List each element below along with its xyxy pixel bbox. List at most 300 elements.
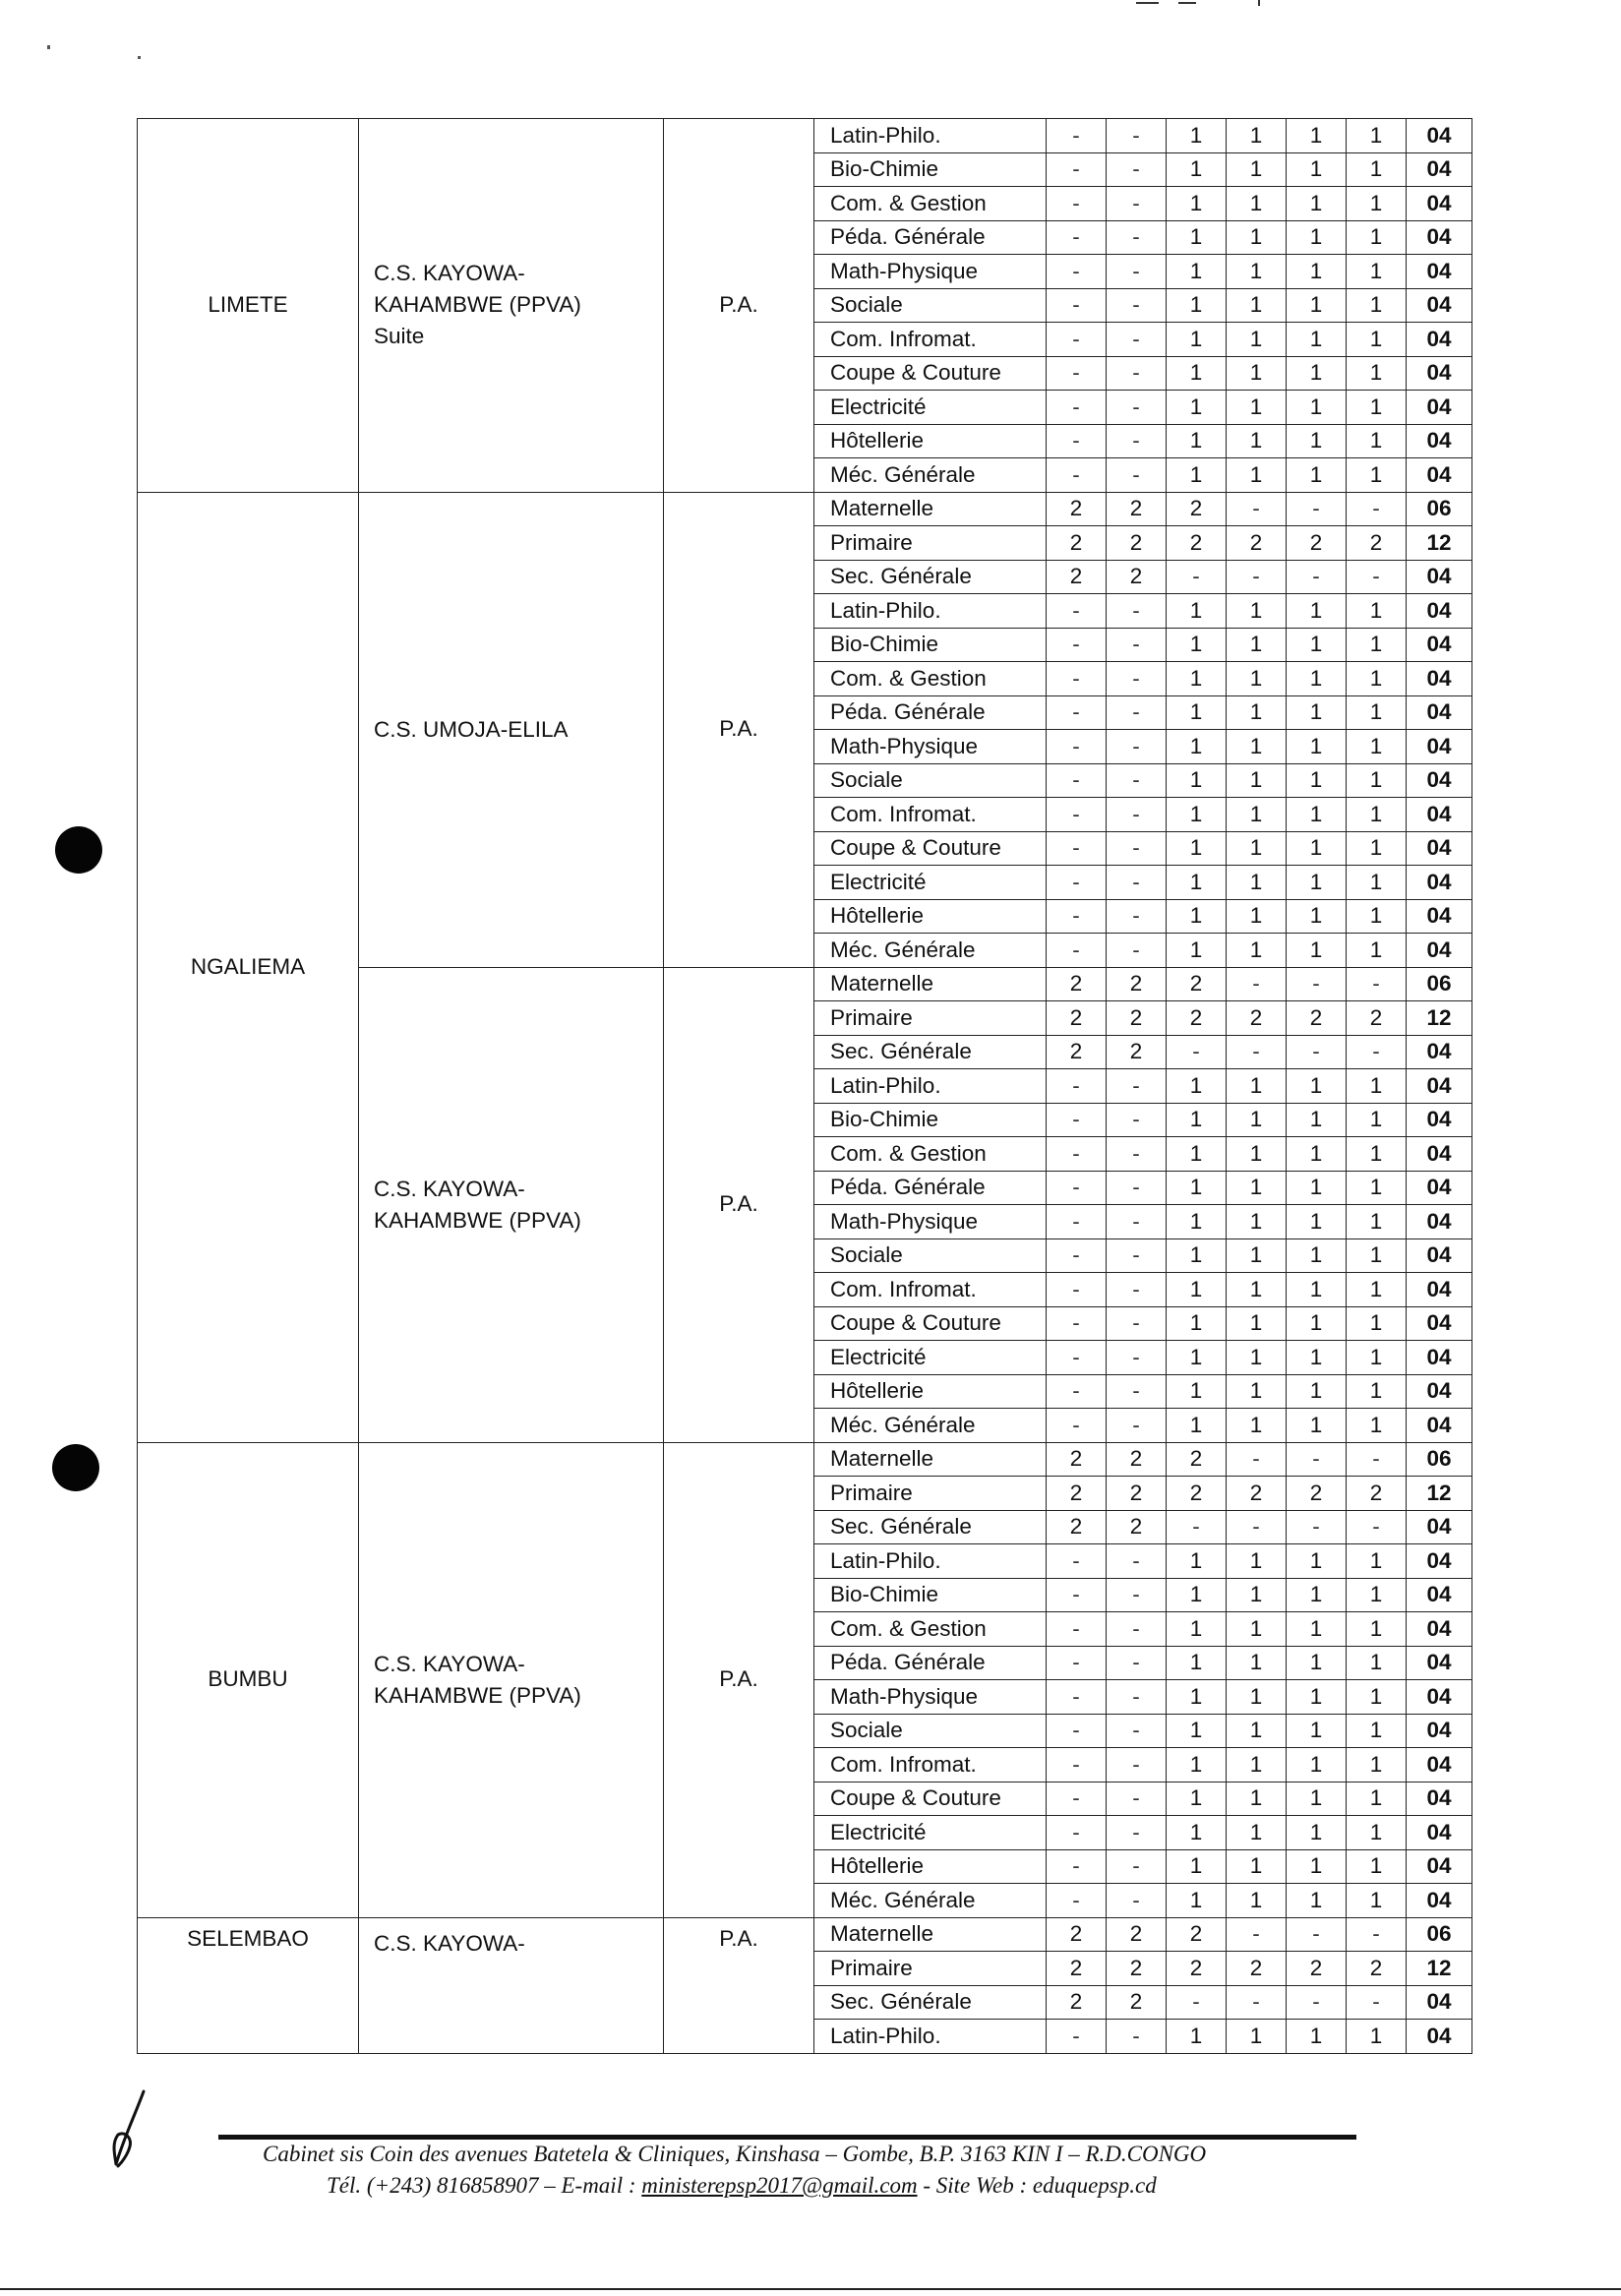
count-cell: 1 [1167,1137,1227,1172]
total-cell: 12 [1407,1001,1472,1036]
count-cell: - [1287,1985,1347,2020]
total-cell: 04 [1407,628,1472,662]
school-name-cell: C.S. KAYOWA- KAHAMBWE (PPVA) Suite [359,119,664,493]
count-cell: 1 [1167,391,1227,425]
count-cell: 1 [1287,1884,1347,1918]
count-cell: 1 [1167,1273,1227,1307]
option-cell: Com. & Gestion [814,662,1047,696]
count-cell: - [1047,934,1107,968]
count-cell: 1 [1167,1612,1227,1647]
count-cell: 1 [1167,1171,1227,1205]
count-cell: 1 [1167,1239,1227,1273]
count-cell: 2 [1287,1952,1347,1986]
count-cell: - [1047,1069,1107,1104]
count-cell: 1 [1347,1578,1407,1612]
count-cell: 2 [1227,1477,1287,1511]
option-cell: Coupe & Couture [814,1782,1047,1816]
count-cell: 1 [1347,594,1407,629]
total-cell: 06 [1407,492,1472,526]
option-cell: Latin-Philo. [814,594,1047,629]
count-cell: 1 [1287,866,1347,900]
option-cell: Sec. Générale [814,1510,1047,1544]
count-cell: 2 [1107,1952,1167,1986]
count-cell: - [1287,560,1347,594]
count-cell: 1 [1287,763,1347,798]
school-type-cell: P.A. [664,1442,814,1917]
count-cell: 1 [1347,220,1407,255]
count-cell: 1 [1227,1171,1287,1205]
option-cell: Electricité [814,391,1047,425]
count-cell: - [1047,831,1107,866]
option-cell: Math-Physique [814,1205,1047,1239]
option-cell: Méc. Générale [814,458,1047,493]
option-cell: Math-Physique [814,255,1047,289]
count-cell: 1 [1347,1816,1407,1850]
count-cell: 1 [1167,288,1227,323]
table-row [138,119,1472,153]
count-cell: 1 [1287,662,1347,696]
count-cell: 1 [1227,1137,1287,1172]
count-cell: 1 [1167,2020,1227,2054]
count-cell: 2 [1107,1985,1167,2020]
count-cell: 1 [1167,1544,1227,1579]
count-cell: - [1107,1273,1167,1307]
count-cell: 2 [1107,1035,1167,1069]
count-cell: 1 [1167,763,1227,798]
count-cell: 1 [1167,934,1227,968]
option-cell: Hôtellerie [814,424,1047,458]
count-cell: 1 [1287,1748,1347,1782]
option-cell: Sociale [814,1714,1047,1748]
count-cell: - [1107,1544,1167,1579]
total-cell: 04 [1407,1069,1472,1104]
total-cell: 04 [1407,662,1472,696]
count-cell: - [1107,628,1167,662]
count-cell: 1 [1167,152,1227,187]
count-cell: - [1107,798,1167,832]
total-cell: 04 [1407,1409,1472,1443]
count-cell: - [1107,1341,1167,1375]
count-cell: - [1287,492,1347,526]
total-cell: 04 [1407,1341,1472,1375]
count-cell: 1 [1167,323,1227,357]
total-cell: 04 [1407,323,1472,357]
count-cell: - [1107,323,1167,357]
option-cell: Primaire [814,526,1047,561]
count-cell: 1 [1167,899,1227,934]
count-cell: 1 [1347,288,1407,323]
commune-cell: NGALIEMA [138,492,359,1442]
total-cell: 04 [1407,255,1472,289]
count-cell: 1 [1167,730,1227,764]
total-cell: 04 [1407,1714,1472,1748]
count-cell: 1 [1227,1884,1287,1918]
option-cell: Com. & Gestion [814,1137,1047,1172]
option-cell: Sociale [814,763,1047,798]
option-cell: Latin-Philo. [814,119,1047,153]
option-cell: Com. Infromat. [814,1748,1047,1782]
count-cell: - [1167,1035,1227,1069]
count-cell: 1 [1347,1714,1407,1748]
count-cell: - [1107,1849,1167,1884]
count-cell: 1 [1227,1748,1287,1782]
total-cell: 04 [1407,220,1472,255]
total-cell: 04 [1407,934,1472,968]
count-cell: 1 [1167,1409,1227,1443]
total-cell: 04 [1407,866,1472,900]
count-cell: - [1167,1510,1227,1544]
total-cell: 12 [1407,1952,1472,1986]
count-cell: 1 [1347,1205,1407,1239]
total-cell: 04 [1407,288,1472,323]
option-cell: Péda. Générale [814,695,1047,730]
count-cell: - [1107,831,1167,866]
count-cell: 1 [1347,1374,1407,1409]
count-cell: - [1287,1917,1347,1952]
total-cell: 04 [1407,1273,1472,1307]
count-cell: 2 [1047,1985,1107,2020]
count-cell: - [1047,899,1107,934]
count-cell: 2 [1047,1952,1107,1986]
count-cell: 2 [1107,526,1167,561]
count-cell: 1 [1167,1069,1227,1104]
count-cell: 2 [1227,1001,1287,1036]
count-cell: - [1107,866,1167,900]
school-type-cell: P.A. [664,1917,814,2053]
count-cell: 2 [1167,492,1227,526]
count-cell: - [1107,1171,1167,1205]
count-cell: 1 [1167,1680,1227,1715]
count-cell: 1 [1287,798,1347,832]
option-cell: Coupe & Couture [814,831,1047,866]
table-row [138,1442,1472,1477]
total-cell: 04 [1407,1510,1472,1544]
option-cell: Com. & Gestion [814,187,1047,221]
count-cell: - [1107,1680,1167,1715]
count-cell: 1 [1167,1306,1227,1341]
option-cell: Sec. Générale [814,1985,1047,2020]
option-cell: Méc. Générale [814,934,1047,968]
count-cell: 1 [1347,187,1407,221]
count-cell: 1 [1167,1205,1227,1239]
option-cell: Sec. Générale [814,1035,1047,1069]
count-cell: 2 [1047,492,1107,526]
count-cell: - [1107,2020,1167,2054]
count-cell: - [1107,1782,1167,1816]
count-cell: 1 [1287,288,1347,323]
total-cell: 04 [1407,391,1472,425]
count-cell: 1 [1287,1680,1347,1715]
count-cell: 1 [1227,2020,1287,2054]
count-cell: 1 [1347,1171,1407,1205]
total-cell: 04 [1407,1205,1472,1239]
count-cell: - [1047,1205,1107,1239]
total-cell: 04 [1407,1985,1472,2020]
commune-cell: SELEMBAO [138,1917,359,2053]
count-cell: 1 [1287,730,1347,764]
school-type-cell: P.A. [664,492,814,967]
count-cell: 2 [1107,1001,1167,1036]
count-cell: 1 [1347,899,1407,934]
count-cell: - [1107,1137,1167,1172]
count-cell: 2 [1107,560,1167,594]
count-cell: - [1107,1374,1167,1409]
count-cell: 2 [1347,1001,1407,1036]
count-cell: - [1107,187,1167,221]
count-cell: - [1347,492,1407,526]
count-cell: - [1287,1442,1347,1477]
count-cell: 1 [1287,424,1347,458]
count-cell: 1 [1227,730,1287,764]
option-cell: Péda. Générale [814,1171,1047,1205]
option-cell: Latin-Philo. [814,1069,1047,1104]
count-cell: - [1047,1748,1107,1782]
count-cell: - [1347,1510,1407,1544]
count-cell: - [1047,1306,1107,1341]
total-cell: 12 [1407,1477,1472,1511]
punch-hole-lower [52,1444,99,1491]
count-cell: 2 [1107,1510,1167,1544]
count-cell: 1 [1347,798,1407,832]
allocation-table [137,118,1472,2054]
count-cell: 1 [1287,1544,1347,1579]
count-cell: - [1047,1341,1107,1375]
total-cell: 04 [1407,152,1472,187]
count-cell: 1 [1167,424,1227,458]
count-cell: 2 [1047,526,1107,561]
count-cell: - [1047,1816,1107,1850]
count-cell: - [1107,763,1167,798]
count-cell: 1 [1167,594,1227,629]
count-cell: - [1047,220,1107,255]
count-cell: - [1107,220,1167,255]
count-cell: 2 [1047,1917,1107,1952]
count-cell: 1 [1347,1544,1407,1579]
count-cell: - [1107,119,1167,153]
count-cell: 1 [1227,695,1287,730]
count-cell: - [1107,1884,1167,1918]
count-cell: 1 [1167,1816,1227,1850]
punch-hole-upper [55,826,102,874]
count-cell: - [1107,356,1167,391]
count-cell: 1 [1167,458,1227,493]
option-cell: Coupe & Couture [814,356,1047,391]
footer-email-link[interactable]: ministerepsp2017@gmail.com [641,2173,918,2198]
count-cell: - [1047,662,1107,696]
count-cell: - [1107,1306,1167,1341]
count-cell: 1 [1287,594,1347,629]
option-cell: Latin-Philo. [814,1544,1047,1579]
total-cell: 04 [1407,1748,1472,1782]
count-cell: 2 [1107,1477,1167,1511]
count-cell: 1 [1227,458,1287,493]
count-cell: 1 [1287,187,1347,221]
count-cell: 1 [1227,1069,1287,1104]
count-cell: 1 [1227,1341,1287,1375]
total-cell: 04 [1407,187,1472,221]
count-cell: 1 [1227,763,1287,798]
count-cell: 1 [1227,288,1287,323]
count-cell: 1 [1287,1714,1347,1748]
option-cell: Sociale [814,288,1047,323]
total-cell: 04 [1407,119,1472,153]
count-cell: - [1107,1069,1167,1104]
count-cell: 1 [1167,255,1227,289]
count-cell: 1 [1347,1680,1407,1715]
total-cell: 04 [1407,1239,1472,1273]
count-cell: 1 [1167,1714,1227,1748]
table-row [138,1917,1472,1952]
count-cell: 1 [1287,1612,1347,1647]
count-cell: 2 [1047,560,1107,594]
count-cell: 2 [1047,1442,1107,1477]
total-cell: 04 [1407,798,1472,832]
count-cell: 1 [1167,1748,1227,1782]
count-cell: 2 [1047,1477,1107,1511]
count-cell: 1 [1347,934,1407,968]
total-cell: 04 [1407,424,1472,458]
count-cell: - [1047,255,1107,289]
count-cell: 2 [1167,1442,1227,1477]
count-cell: 2 [1167,1917,1227,1952]
option-cell: Com. & Gestion [814,1612,1047,1647]
count-cell: - [1107,934,1167,968]
count-cell: 1 [1347,323,1407,357]
total-cell: 04 [1407,1680,1472,1715]
school-name-cell: C.S. KAYOWA- [359,1917,664,2053]
option-cell: Bio-Chimie [814,1103,1047,1137]
count-cell: 1 [1227,934,1287,968]
count-cell: 1 [1347,1612,1407,1647]
count-cell: 1 [1227,1714,1287,1748]
count-cell: - [1107,391,1167,425]
count-cell: 1 [1167,831,1227,866]
count-cell: 1 [1347,458,1407,493]
count-cell: 1 [1347,391,1407,425]
count-cell: - [1167,560,1227,594]
total-cell: 04 [1407,1849,1472,1884]
count-cell: 2 [1167,1001,1227,1036]
count-cell: - [1107,1578,1167,1612]
count-cell: 1 [1287,152,1347,187]
count-cell: 1 [1167,1341,1227,1375]
count-cell: 1 [1227,1205,1287,1239]
count-cell: 1 [1227,1544,1287,1579]
count-cell: 1 [1227,1273,1287,1307]
total-cell: 04 [1407,1171,1472,1205]
count-cell: - [1047,1171,1107,1205]
total-cell: 04 [1407,356,1472,391]
count-cell: - [1047,1374,1107,1409]
count-cell: 1 [1287,1646,1347,1680]
option-cell: Com. Infromat. [814,1273,1047,1307]
total-cell: 06 [1407,1917,1472,1952]
count-cell: 1 [1287,119,1347,153]
count-cell: - [1047,1103,1107,1137]
count-cell: 1 [1227,662,1287,696]
count-cell: 2 [1287,526,1347,561]
count-cell: 1 [1227,1374,1287,1409]
total-cell: 04 [1407,1035,1472,1069]
count-cell: 1 [1227,1646,1287,1680]
count-cell: 1 [1287,1103,1347,1137]
count-cell: 1 [1287,1341,1347,1375]
count-cell: 1 [1227,798,1287,832]
total-cell: 04 [1407,1374,1472,1409]
count-cell: - [1107,288,1167,323]
count-cell: - [1107,594,1167,629]
option-cell: Méc. Générale [814,1409,1047,1443]
count-cell: - [1047,458,1107,493]
count-cell: 1 [1287,1171,1347,1205]
scan-speck [138,56,141,59]
count-cell: 1 [1167,1103,1227,1137]
count-cell: - [1107,424,1167,458]
count-cell: - [1347,1442,1407,1477]
count-cell: - [1107,1239,1167,1273]
count-cell: - [1227,1442,1287,1477]
count-cell: - [1047,1137,1107,1172]
option-cell: Math-Physique [814,1680,1047,1715]
count-cell: 1 [1227,391,1287,425]
count-cell: 2 [1347,1952,1407,1986]
count-cell: - [1047,1409,1107,1443]
count-cell: 1 [1287,1578,1347,1612]
count-cell: 1 [1227,1816,1287,1850]
total-cell: 04 [1407,1782,1472,1816]
count-cell: 1 [1227,119,1287,153]
count-cell: 1 [1347,356,1407,391]
total-cell: 04 [1407,730,1472,764]
count-cell: - [1107,1205,1167,1239]
count-cell: 1 [1167,662,1227,696]
count-cell: 2 [1167,967,1227,1001]
count-cell: 1 [1287,1306,1347,1341]
total-cell: 06 [1407,1442,1472,1477]
option-cell: Electricité [814,866,1047,900]
count-cell: 1 [1347,662,1407,696]
count-cell: - [1107,1748,1167,1782]
option-cell: Primaire [814,1001,1047,1036]
total-cell: 04 [1407,831,1472,866]
count-cell: 1 [1347,1069,1407,1104]
count-cell: - [1227,1510,1287,1544]
option-cell: Primaire [814,1952,1047,1986]
option-cell: Latin-Philo. [814,2020,1047,2054]
footer-contact [327,2173,1157,2199]
count-cell: 1 [1227,1782,1287,1816]
count-cell: 1 [1167,866,1227,900]
count-cell: - [1107,152,1167,187]
count-cell: 1 [1287,1205,1347,1239]
total-cell: 04 [1407,1612,1472,1647]
count-cell: - [1107,255,1167,289]
count-cell: 1 [1347,2020,1407,2054]
option-cell: Sociale [814,1239,1047,1273]
count-cell: 1 [1287,391,1347,425]
total-cell: 12 [1407,526,1472,561]
count-cell: - [1047,119,1107,153]
count-cell: 1 [1287,1239,1347,1273]
count-cell: 2 [1347,526,1407,561]
count-cell: 1 [1287,1782,1347,1816]
count-cell: - [1047,1646,1107,1680]
count-cell: 1 [1347,1306,1407,1341]
count-cell: - [1047,1239,1107,1273]
count-cell: 1 [1347,1748,1407,1782]
count-cell: 1 [1227,152,1287,187]
count-cell: 1 [1227,220,1287,255]
